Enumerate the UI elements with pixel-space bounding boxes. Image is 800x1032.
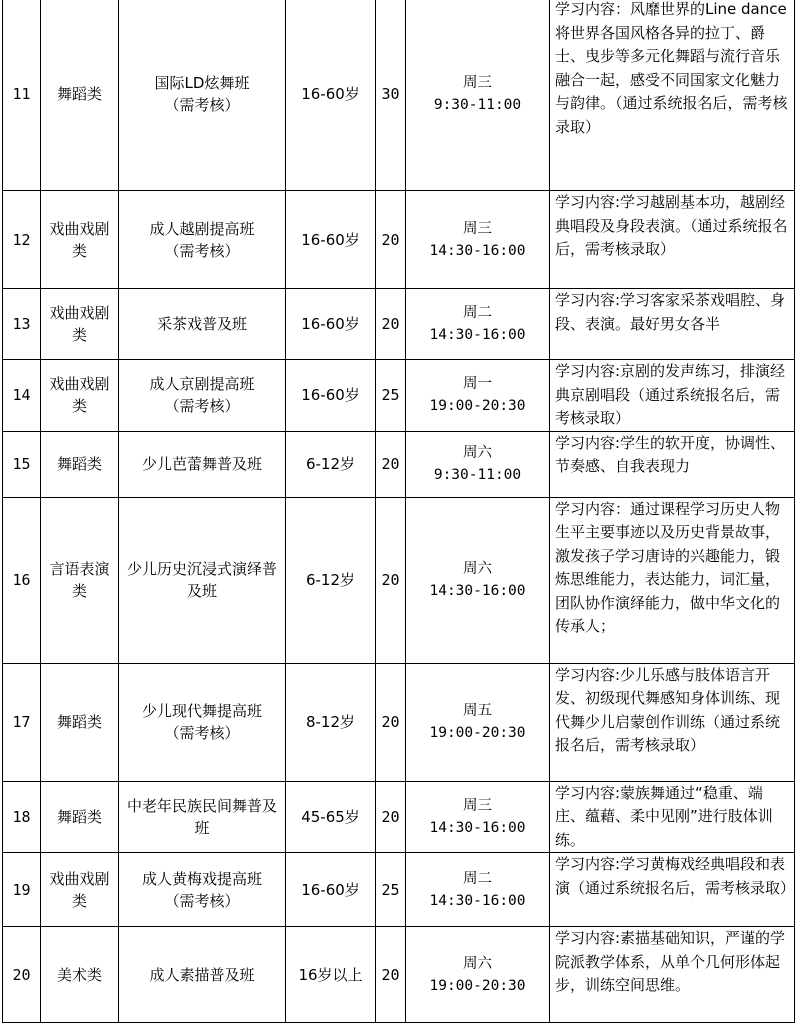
category-cell: 舞蹈类 bbox=[41, 0, 119, 191]
course-name: 采茶戏普及班 bbox=[156, 315, 247, 333]
age-range-cell: 16岁以上 bbox=[286, 927, 376, 1023]
course-content-cell: 学习内容:学生的软开度，协调性、节奏感、自我表现力 bbox=[550, 431, 795, 497]
age-range-cell: 16-60岁 bbox=[286, 853, 376, 927]
assessment-note: （需考核） bbox=[164, 96, 240, 114]
age-range-cell: 6-12岁 bbox=[286, 431, 376, 497]
course-name: 少儿芭蕾舞普及班 bbox=[141, 455, 262, 473]
table-row bbox=[3, 360, 795, 432]
category-cell: 戏曲戏剧类 bbox=[41, 853, 119, 927]
course-name: 成人京剧提高班 bbox=[149, 375, 255, 394]
course-name: 成人越剧提高班 bbox=[149, 219, 255, 238]
row-number: 11 bbox=[3, 0, 41, 191]
course-name: 中老年民族民间舞普及班 bbox=[126, 796, 277, 837]
category-cell: 舞蹈类 bbox=[41, 781, 119, 853]
table-row bbox=[3, 663, 795, 781]
schedule-cell bbox=[406, 781, 550, 853]
row-number: 19 bbox=[3, 853, 41, 927]
assessment-note: （需考核） bbox=[164, 241, 240, 260]
assessment-note: （需考核） bbox=[164, 724, 240, 742]
course-name-cell bbox=[119, 781, 286, 853]
time-slot: 19:00-20:30 bbox=[429, 725, 526, 741]
time-slot: 19:00-20:30 bbox=[429, 977, 526, 994]
time-slot: 14:30-16:00 bbox=[429, 892, 526, 909]
table-row bbox=[3, 781, 795, 853]
course-table bbox=[2, 0, 795, 1023]
course-name-cell bbox=[119, 927, 286, 1023]
course-name: 国际LD炫舞班 bbox=[154, 74, 250, 92]
capacity-cell: 20 bbox=[376, 431, 406, 497]
course-name: 成人黄梅戏提高班 bbox=[141, 869, 262, 888]
table-row bbox=[3, 191, 795, 289]
course-name-cell bbox=[119, 191, 286, 289]
weekday: 周二 bbox=[463, 870, 492, 887]
course-content-cell: 学习内容:京剧的发声练习，排演经典京剧唱段（通过系统报名后，需考核录取） bbox=[550, 360, 795, 432]
weekday: 周五 bbox=[463, 703, 492, 719]
course-content-cell: 学习内容：风靡世界的Line dance将世界各国风格各异的拉丁、爵士、曳步等多元化舞蹈与流行音乐融合一起，感受不同国家文化魅力与韵律。（通过系统报名后，需考核录取） bbox=[550, 0, 795, 191]
course-name: 少儿历史沉浸式演绎普及班 bbox=[126, 560, 277, 600]
time-slot: 14:30-16:00 bbox=[429, 327, 526, 343]
age-range-cell: 8-12岁 bbox=[286, 663, 376, 781]
course-name: 成人素描普及班 bbox=[149, 965, 255, 984]
schedule-cell bbox=[406, 663, 550, 781]
course-content-cell: 学习内容:学习黄梅戏经典唱段和表演（通过系统报名后，需考核录取） bbox=[550, 853, 795, 927]
age-range-cell: 45-65岁 bbox=[286, 781, 376, 853]
course-content-cell: 学习内容:蒙族舞通过“稳重、端庄、蕴藉、柔中见刚”进行肢体训练。 bbox=[550, 781, 795, 853]
assessment-note: （需考核） bbox=[164, 891, 240, 910]
age-range-cell: 16-60岁 bbox=[286, 360, 376, 432]
schedule-cell bbox=[406, 0, 550, 191]
capacity-cell: 30 bbox=[376, 0, 406, 191]
capacity-cell: 20 bbox=[376, 663, 406, 781]
course-content-cell: 学习内容:学习越剧基本功，越剧经典唱段及身段表演。（通过系统报名后，需考核录取） bbox=[550, 191, 795, 289]
category-cell: 戏曲戏剧类 bbox=[41, 191, 119, 289]
table-row bbox=[3, 853, 795, 927]
capacity-cell: 20 bbox=[376, 191, 406, 289]
row-number: 16 bbox=[3, 497, 41, 663]
weekday: 周六 bbox=[463, 561, 492, 577]
time-slot: 14:30-16:00 bbox=[429, 819, 526, 836]
schedule-cell bbox=[406, 853, 550, 927]
course-name-cell bbox=[119, 663, 286, 781]
age-range-cell: 16-60岁 bbox=[286, 191, 376, 289]
table-row bbox=[3, 497, 795, 663]
schedule-cell bbox=[406, 497, 550, 663]
capacity-cell: 20 bbox=[376, 927, 406, 1023]
course-name-cell bbox=[119, 289, 286, 360]
course-name-cell bbox=[119, 497, 286, 663]
category-cell: 舞蹈类 bbox=[41, 431, 119, 497]
table-row bbox=[3, 431, 795, 497]
schedule-cell bbox=[406, 431, 550, 497]
time-slot: 9:30-11:00 bbox=[433, 467, 522, 483]
weekday: 周三 bbox=[463, 220, 492, 237]
weekday: 周三 bbox=[463, 797, 492, 814]
course-name-cell bbox=[119, 360, 286, 432]
row-number: 14 bbox=[3, 360, 41, 432]
row-number: 17 bbox=[3, 663, 41, 781]
course-content-cell: 学习内容:素描基础知识，严谨的学院派教学体系，从单个几何形体起步，训练空间思维。 bbox=[550, 927, 795, 1023]
course-content-cell: 学习内容：通过课程学习历史人物生平主要事迹以及历史背景故事，激发孩子学习唐诗的兴趣能力，锻炼思维能力，表达能力，词汇量，团队协作演绎能力，做中华文化的传承人； bbox=[550, 497, 795, 663]
table-row bbox=[3, 927, 795, 1023]
schedule-cell bbox=[406, 289, 550, 360]
category-cell: 舞蹈类 bbox=[41, 663, 119, 781]
capacity-cell: 25 bbox=[376, 853, 406, 927]
category-cell: 言语表演类 bbox=[41, 497, 119, 663]
weekday: 周二 bbox=[463, 305, 492, 321]
table-row bbox=[3, 0, 795, 191]
category-cell: 戏曲戏剧类 bbox=[41, 360, 119, 432]
row-number: 12 bbox=[3, 191, 41, 289]
category-cell: 戏曲戏剧类 bbox=[41, 289, 119, 360]
schedule-cell bbox=[406, 191, 550, 289]
capacity-cell: 20 bbox=[376, 781, 406, 853]
time-slot: 14:30-16:00 bbox=[429, 242, 526, 259]
weekday: 周一 bbox=[463, 376, 492, 393]
weekday: 周六 bbox=[463, 445, 492, 461]
row-number: 18 bbox=[3, 781, 41, 853]
course-content-cell: 学习内容:学习客家采茶戏唱腔、身段、表演。最好男女各半 bbox=[550, 289, 795, 360]
time-slot: 19:00-20:30 bbox=[429, 398, 526, 415]
table-row bbox=[3, 289, 795, 360]
age-range-cell: 16-60岁 bbox=[286, 289, 376, 360]
weekday: 周六 bbox=[463, 955, 492, 972]
capacity-cell: 20 bbox=[376, 289, 406, 360]
row-number: 20 bbox=[3, 927, 41, 1023]
row-number: 13 bbox=[3, 289, 41, 360]
course-name-cell bbox=[119, 853, 286, 927]
assessment-note: （需考核） bbox=[164, 397, 240, 416]
course-name-cell bbox=[119, 0, 286, 191]
weekday: 周三 bbox=[463, 75, 492, 91]
schedule-cell bbox=[406, 927, 550, 1023]
category-cell: 美术类 bbox=[41, 927, 119, 1023]
time-slot: 14:30-16:00 bbox=[429, 583, 526, 599]
schedule-cell bbox=[406, 360, 550, 432]
course-name: 少儿现代舞提高班 bbox=[141, 702, 262, 720]
course-name-cell bbox=[119, 431, 286, 497]
age-range-cell: 6-12岁 bbox=[286, 497, 376, 663]
capacity-cell: 20 bbox=[376, 497, 406, 663]
row-number: 15 bbox=[3, 431, 41, 497]
time-slot: 9:30-11:00 bbox=[433, 97, 522, 113]
capacity-cell: 25 bbox=[376, 360, 406, 432]
age-range-cell: 16-60岁 bbox=[286, 0, 376, 191]
course-content-cell: 学习内容:少儿乐感与肢体语言开发、初级现代舞感知身体训练、现代舞少儿启蒙创作训练（通过系统报名后，需考核录取） bbox=[550, 663, 795, 781]
